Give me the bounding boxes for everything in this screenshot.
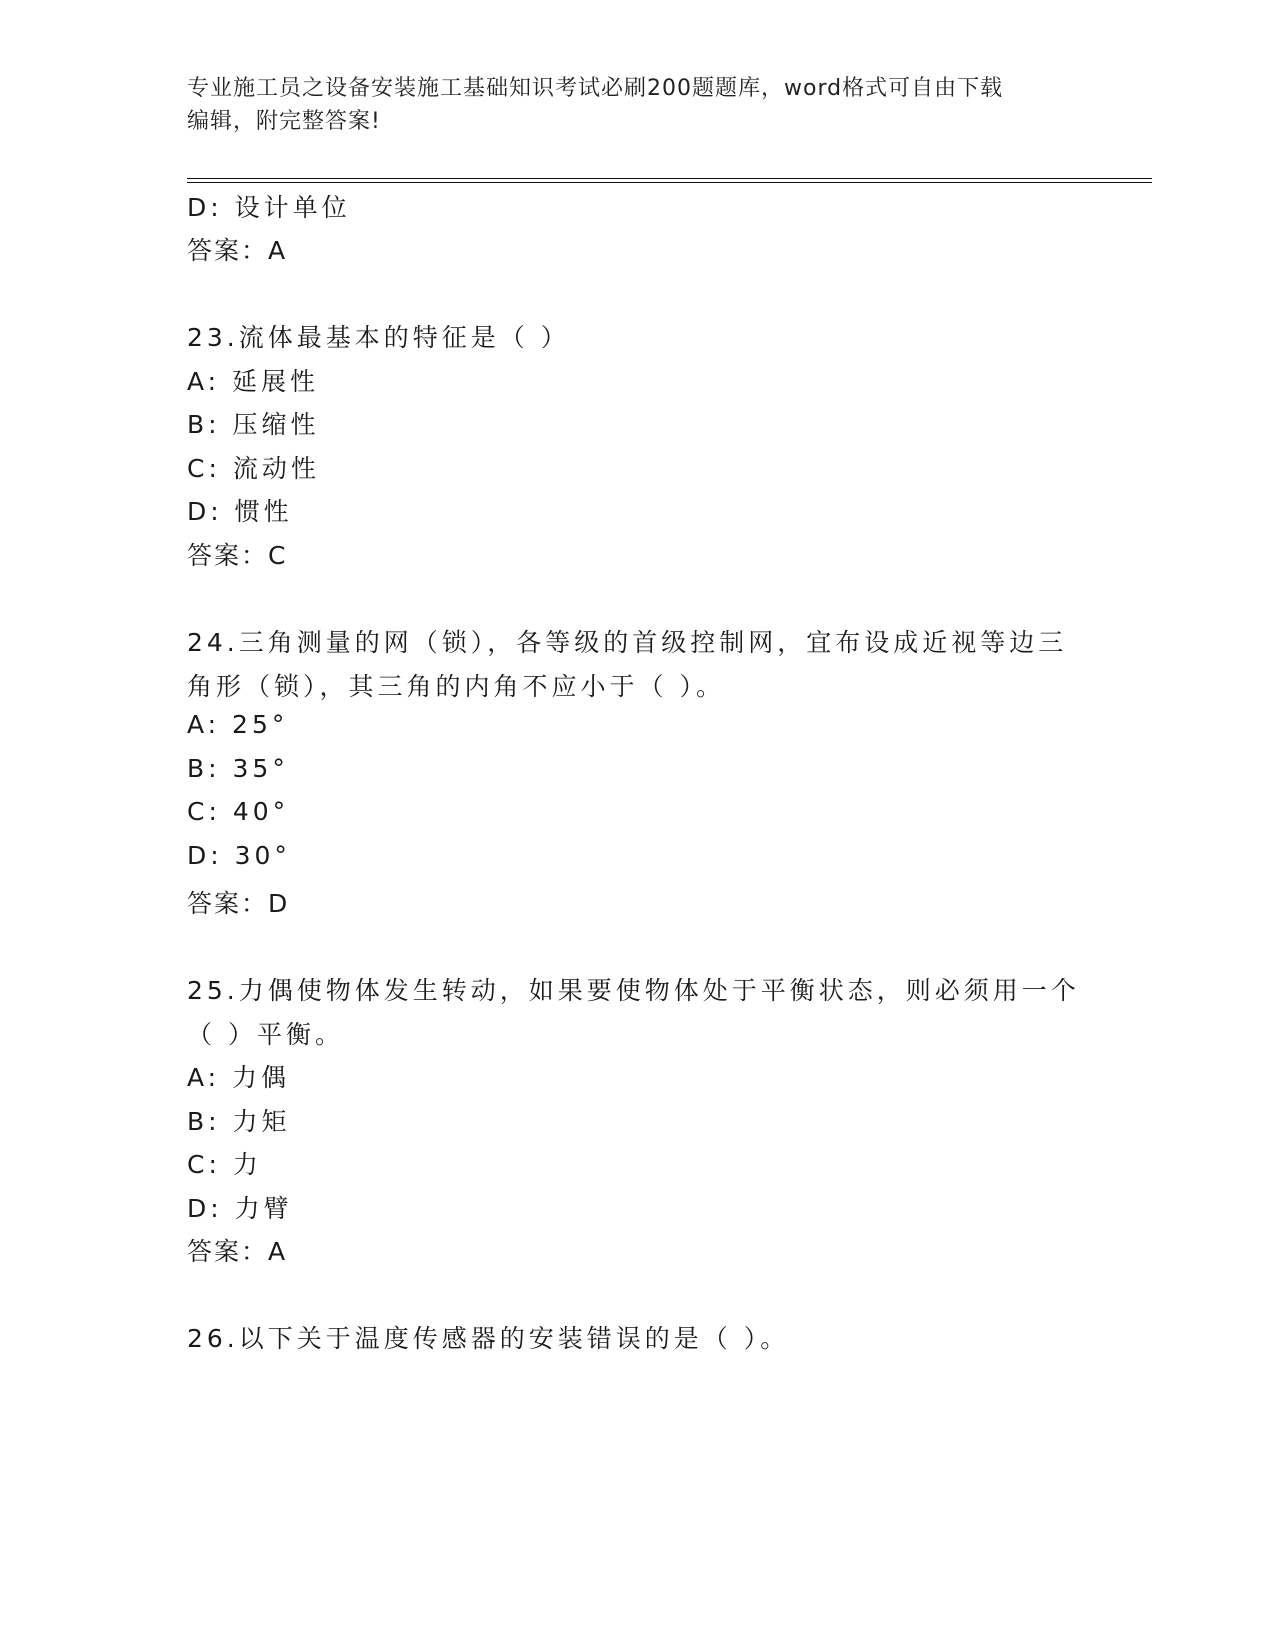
header-divider-bottom <box>187 182 1152 183</box>
q25-option-a: A: 力偶 <box>187 1063 291 1092</box>
q25-answer: 答案：A <box>187 1237 288 1266</box>
header-line-2: 编辑，附完整答案! <box>187 109 381 134</box>
q25-question-line-2: （ ）平衡。 <box>187 1020 344 1049</box>
q22-answer: 答案：A <box>187 236 288 265</box>
q24-option-b: B: 35° <box>187 754 289 783</box>
q23-option-c: C: 流动性 <box>187 454 320 483</box>
q25-option-b: B: 力矩 <box>187 1107 291 1136</box>
header-divider-top <box>187 178 1152 179</box>
q24-option-a: A: 25° <box>187 710 289 739</box>
q24-question-line-2: 角形（锁），其三角的内角不应小于（ ）。 <box>187 672 725 701</box>
q22-option-d: D: 设计单位 <box>187 193 351 222</box>
q26-question: 26.以下关于温度传感器的安装错误的是（ ）。 <box>187 1324 790 1353</box>
q23-option-b: B: 压缩性 <box>187 410 320 439</box>
q24-option-c: C: 40° <box>187 797 290 826</box>
q24-answer: 答案：D <box>187 889 290 918</box>
q25-option-c: C: 力 <box>187 1150 262 1179</box>
q23-option-d: D: 惯性 <box>187 497 293 526</box>
q23-answer: 答案：C <box>187 541 288 570</box>
q25-option-d: D: 力臂 <box>187 1194 293 1223</box>
q25-question-line-1: 25.力偶使物体发生转动，如果要使物体处于平衡状态，则必须用一个 <box>187 976 1080 1005</box>
q23-option-a: A: 延展性 <box>187 367 320 396</box>
document-header <box>187 72 1087 138</box>
q23-question: 23.流体最基本的特征是（ ） <box>187 323 570 352</box>
q24-question-line-1: 24.三角测量的网（锁），各等级的首级控制网，宜布设成近视等边三 <box>187 628 1068 657</box>
q24-option-d: D: 30° <box>187 841 291 870</box>
header-line-1: 专业施工员之设备安装施工基础知识考试必刷200题题库，word格式可自由下载 <box>187 76 1004 101</box>
